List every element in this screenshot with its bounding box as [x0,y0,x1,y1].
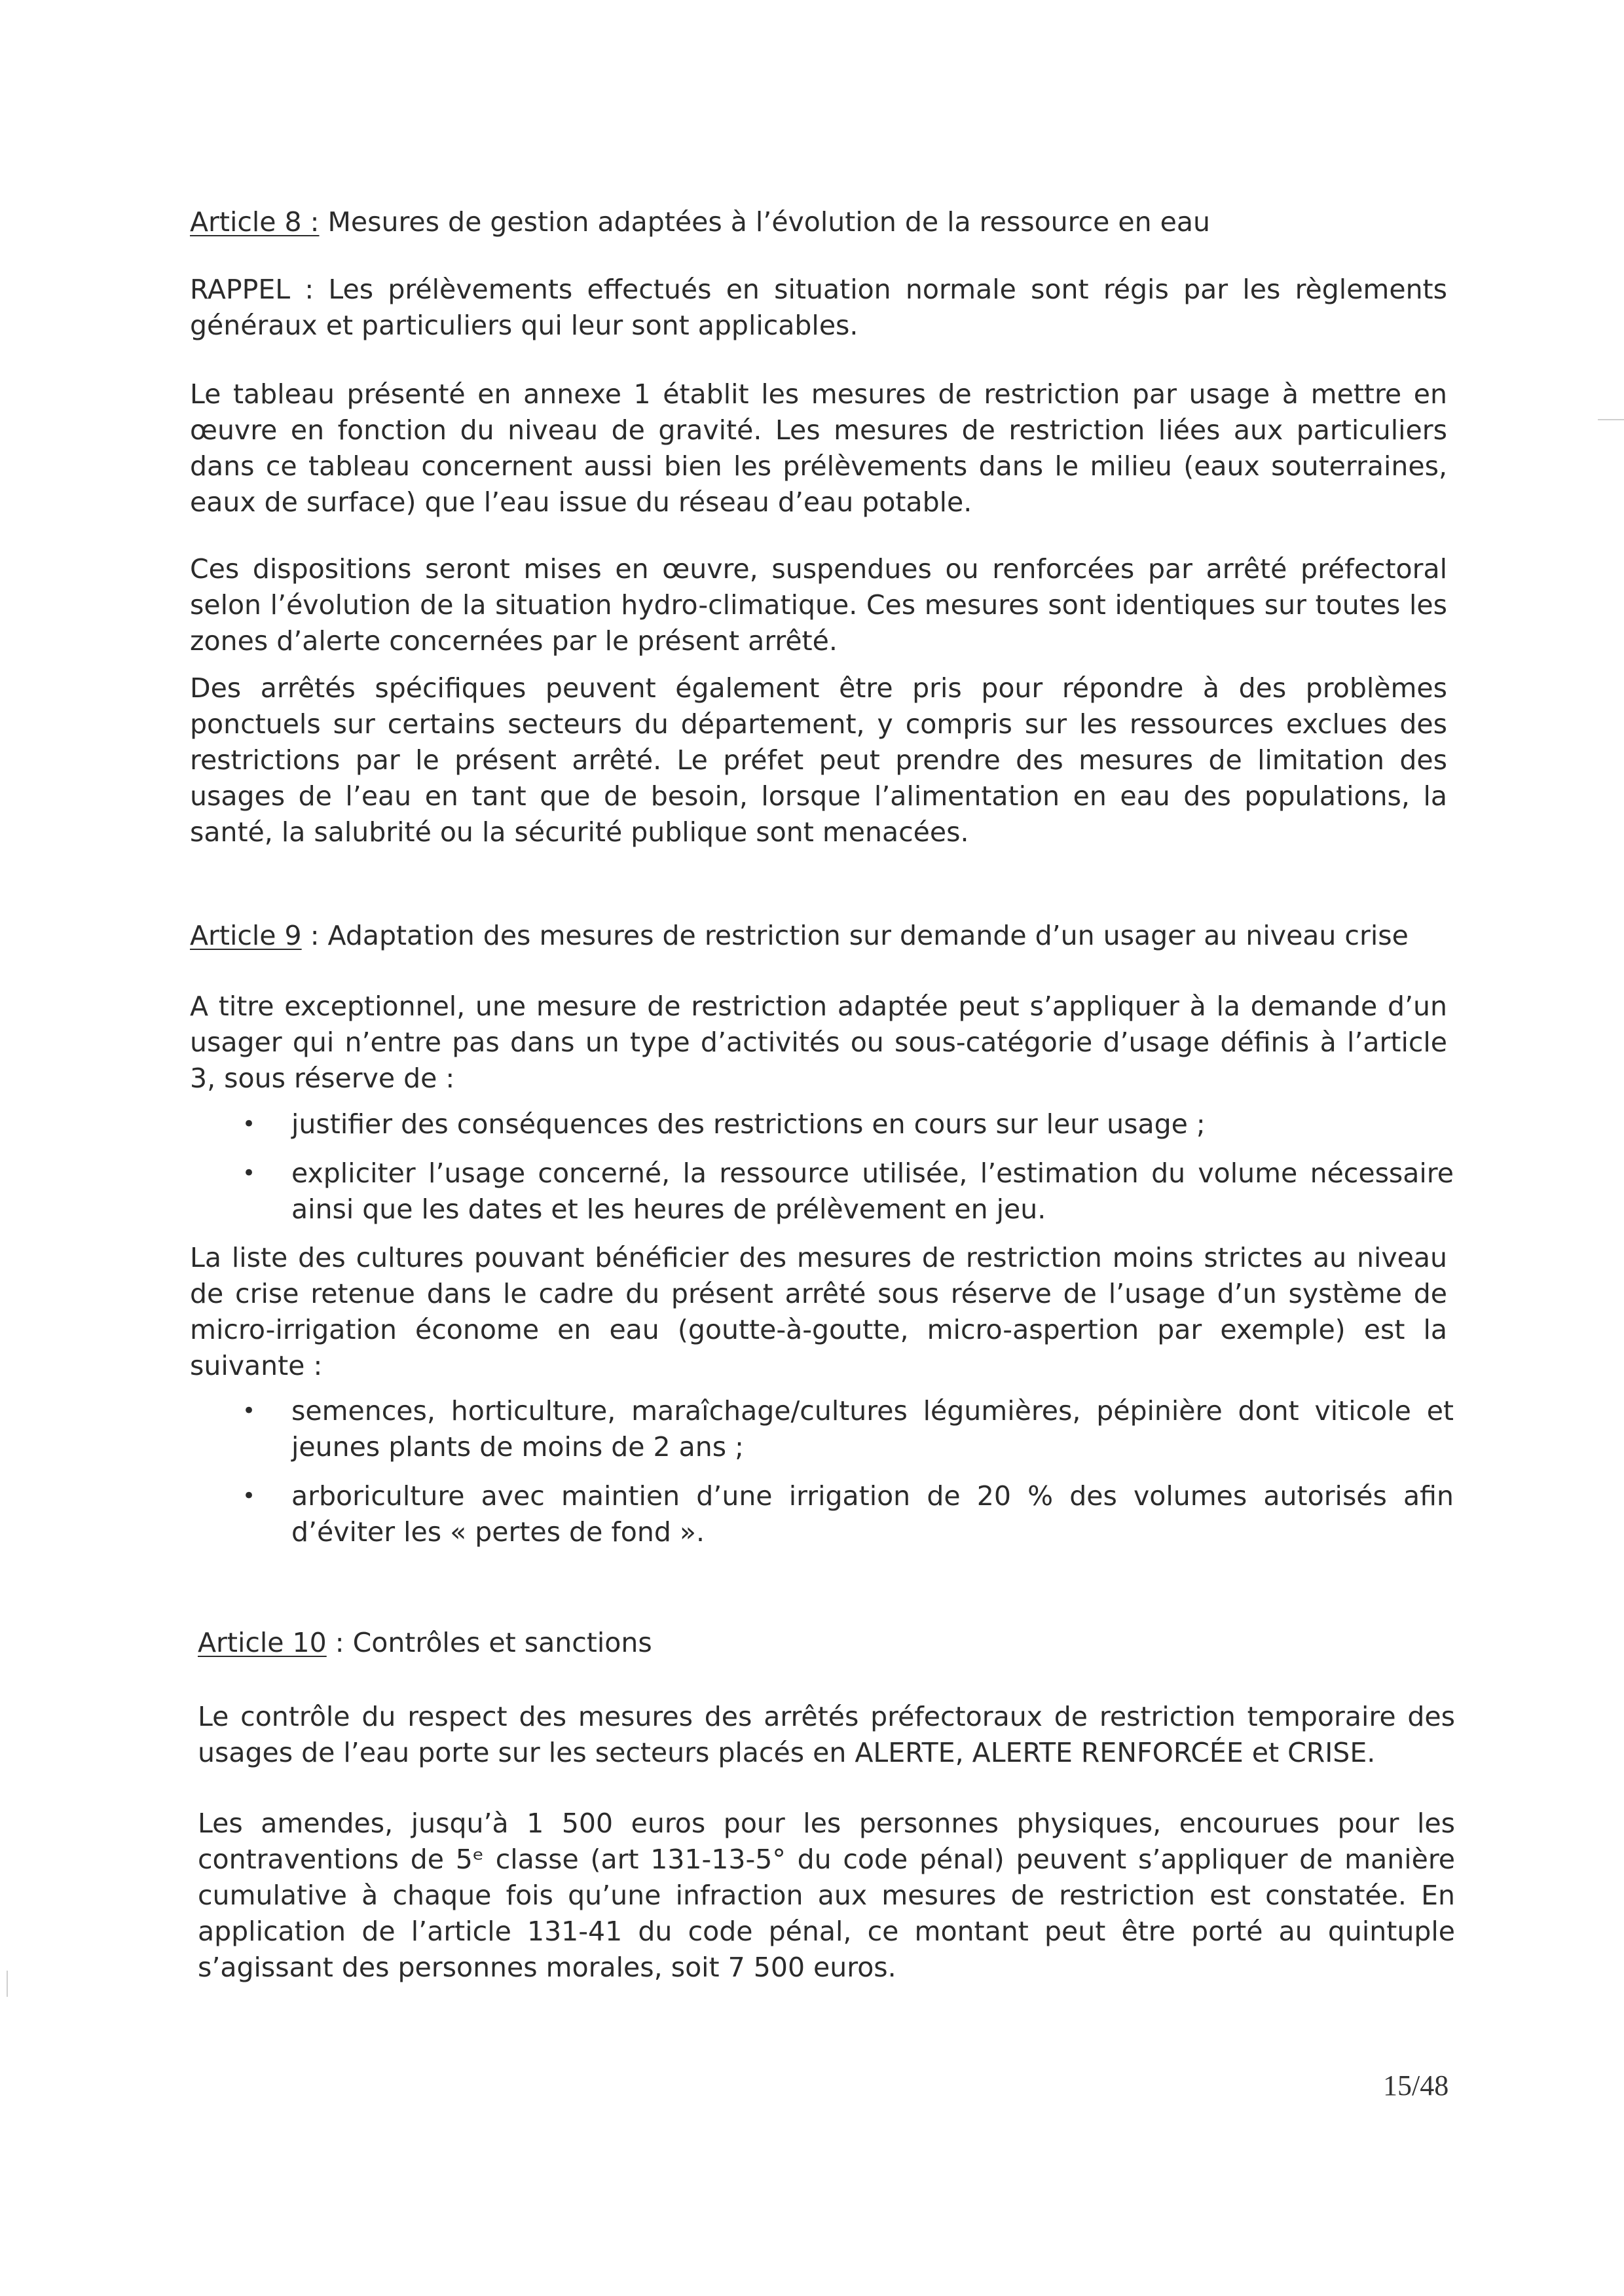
bullet-icon: • [242,1111,256,1137]
article-9-title: : Adaptation des mesures de restriction sur demande d’un usager au niveau crise [301,920,1409,951]
list-item [190,1393,1454,1465]
article-10-title: : Contrôles et sanctions [326,1627,652,1658]
list-item-text: expliciter l’usage concerné, la ressource utilisée, l’estimation du volume nécessaire ainsi que les dates et les heures de prélèvement en jeu. [291,1157,1454,1225]
article-10-paragraph-2: Les amendes, jusqu’à 1 500 euros pour les personnes physiques, encourues pour les contraventions de 5ᵉ classe (art 131-13-5° du code pénal) peuvent s’appliquer de manière cumulative à chaque fois qu’une infraction aux mesures de restriction est constatée. En application de l’article 131-41 du code pénal, ce montant peut être porté au quintuple s’agissant des personnes morales, soit 7 500 euros. [198,1808,1455,1983]
article-9-cultures-list [190,1393,1454,1550]
article-9-paragraph-2: La liste des cultures pouvant bénéficier des mesures de restriction moins strictes au niveau de crise retenue dans le cadre du présent arrêté sous réserve de l’usage d’un système de micro-irrigation économe en eau (goutte-à-goutte, micro-aspertion par exemple) est la suivante : [190,1242,1447,1381]
article-8-title: Mesures de gestion adaptées à l’évolution de la ressource en eau [319,206,1210,238]
list-item [190,1156,1454,1228]
bullet-icon: • [242,1160,256,1186]
article-8-paragraph-1: RAPPEL : Les prélèvements effectués en situation normale sont régis par les règlements généraux et particuliers qui leur sont applicables. [190,274,1447,341]
scan-edge-mark [7,1971,8,1997]
article-8-paragraph-3: Ces dispositions seront mises en œuvre, suspendues ou renforcées par arrêté préfectoral selon l’évolution de la situation hydro-climatique. Ces mesures sont identiques sur toutes les zones d’alerte concernées par le présent arrêté. [190,553,1447,657]
bullet-icon: • [242,1398,256,1424]
article-8-paragraph-2: Le tableau présenté en annexe 1 établit les mesures de restriction par usage à mettre en œuvre en fonction du niveau de gravité. Les mesures de restriction liées aux particuliers dans ce tableau concernent aussi bien les prélèvements dans le milieu (eaux souterraines, eaux de surface) que l’eau issue du réseau d’eau potable. [190,378,1447,518]
article-10-label: Article 10 [198,1627,327,1658]
list-item-text: arboriculture avec maintien d’une irrigation de 20 % des volumes autorisés afin d’éviter les « pertes de fond ». [291,1480,1454,1548]
article-10-paragraph-1: Le contrôle du respect des mesures des arrêtés préfectoraux de restriction temporaire des usages de l’eau porte sur les secteurs placés en ALERTE, ALERTE RENFORCÉE et CRISE. [198,1701,1455,1768]
article-9-heading [190,918,1409,954]
article-10-heading [198,1625,652,1661]
article-9-label: Article 9 [190,920,302,951]
article-9-conditions-list [190,1106,1454,1228]
list-item-text: justifier des conséquences des restrictions en cours sur leur usage ; [291,1108,1206,1140]
list-item-text: semences, horticulture, maraîchage/cultures légumières, pépinière dont viticole et jeunes plants de moins de 2 ans ; [291,1395,1454,1463]
list-item [190,1106,1454,1142]
scan-line-mark [1598,419,1624,420]
article-8-heading [190,204,1210,240]
page-number: 15/48 [1383,2069,1449,2102]
article-9-paragraph-1: A titre exceptionnel, une mesure de restriction adaptée peut s’appliquer à la demande d’un usager qui n’entre pas dans un type d’activités ou sous-catégorie d’usage définis à l’article 3, sous réserve de : [190,991,1447,1094]
bullet-icon: • [242,1483,256,1509]
article-8-label: Article 8 : [190,206,320,238]
article-8-paragraph-4: Des arrêtés spécifiques peuvent également être pris pour répondre à des problèmes ponctuels sur certains secteurs du département, y compris sur les ressources exclues des restrictions par le présent arrêté. Le préfet peut prendre des mesures de limitation des usages de l’eau en tant que de besoin, lorsque l’alimentation en eau des populations, la santé, la salubrité ou la sécurité publique sont menacées. [190,672,1447,848]
list-item [190,1478,1454,1550]
